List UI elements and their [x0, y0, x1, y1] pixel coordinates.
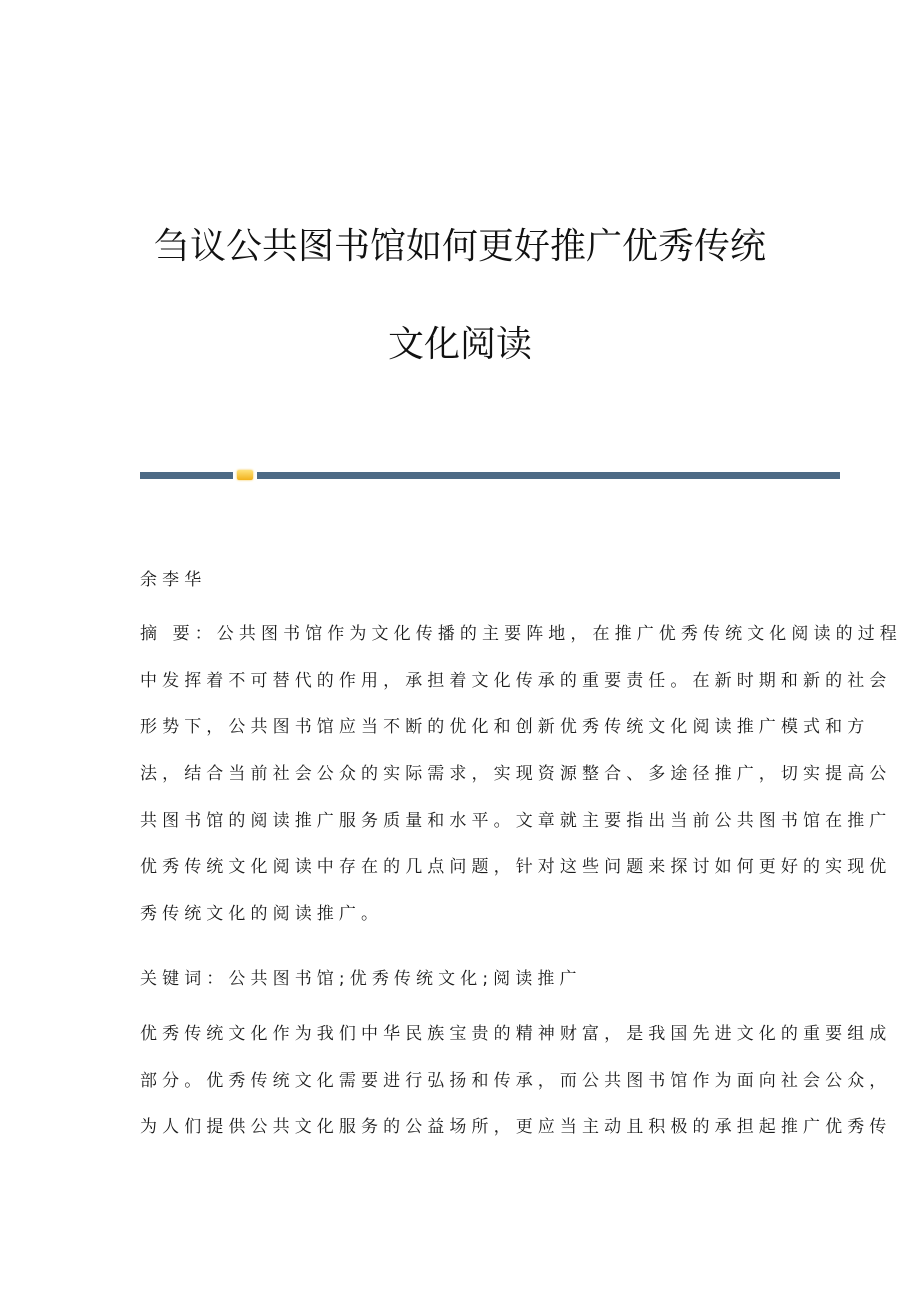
abstract-line: 秀传统文化的阅读推广。 [140, 904, 384, 924]
author: 余李华 [140, 570, 207, 590]
divider-ornament-icon [237, 470, 253, 480]
document-title-line-2: 文化阅读 [387, 324, 532, 365]
divider-right [257, 472, 840, 479]
abstract-line: 中发挥着不可替代的作用，承担着文化传承的重要责任。在新时期和新的社会 [140, 671, 892, 691]
abstract-line: 法，结合当前社会公众的实际需求，实现资源整合、多途径推广，切实提高公 [140, 764, 892, 784]
divider-left [140, 472, 233, 479]
body-line: 部分。优秀传统文化需要进行弘扬和传承，而公共图书馆作为面向社会公众， [140, 1071, 892, 1091]
body-line: 优秀传统文化作为我们中华民族宝贵的精神财富，是我国先进文化的重要组成 [140, 1024, 892, 1044]
abstract-line: 形势下，公共图书馆应当不断的优化和创新优秀传统文化阅读推广模式和方 [140, 717, 870, 737]
document-title-line-1: 刍议公共图书馆如何更好推广优秀传统 [153, 226, 766, 267]
body-line: 为人们提供公共文化服务的公益场所，更应当主动且积极的承担起推广优秀传 [140, 1117, 892, 1137]
abstract-line: 共图书馆的阅读推广服务质量和水平。文章就主要指出当前公共图书馆在推广 [140, 811, 892, 831]
abstract-line: 摘 要：公共图书馆作为文化传播的主要阵地，在推广优秀传统文化阅读的过程 [140, 624, 902, 644]
keywords: 关键词：公共图书馆;优秀传统文化;阅读推广 [140, 969, 582, 989]
abstract-line: 优秀传统文化阅读中存在的几点问题，针对这些问题来探讨如何更好的实现优 [140, 857, 892, 877]
